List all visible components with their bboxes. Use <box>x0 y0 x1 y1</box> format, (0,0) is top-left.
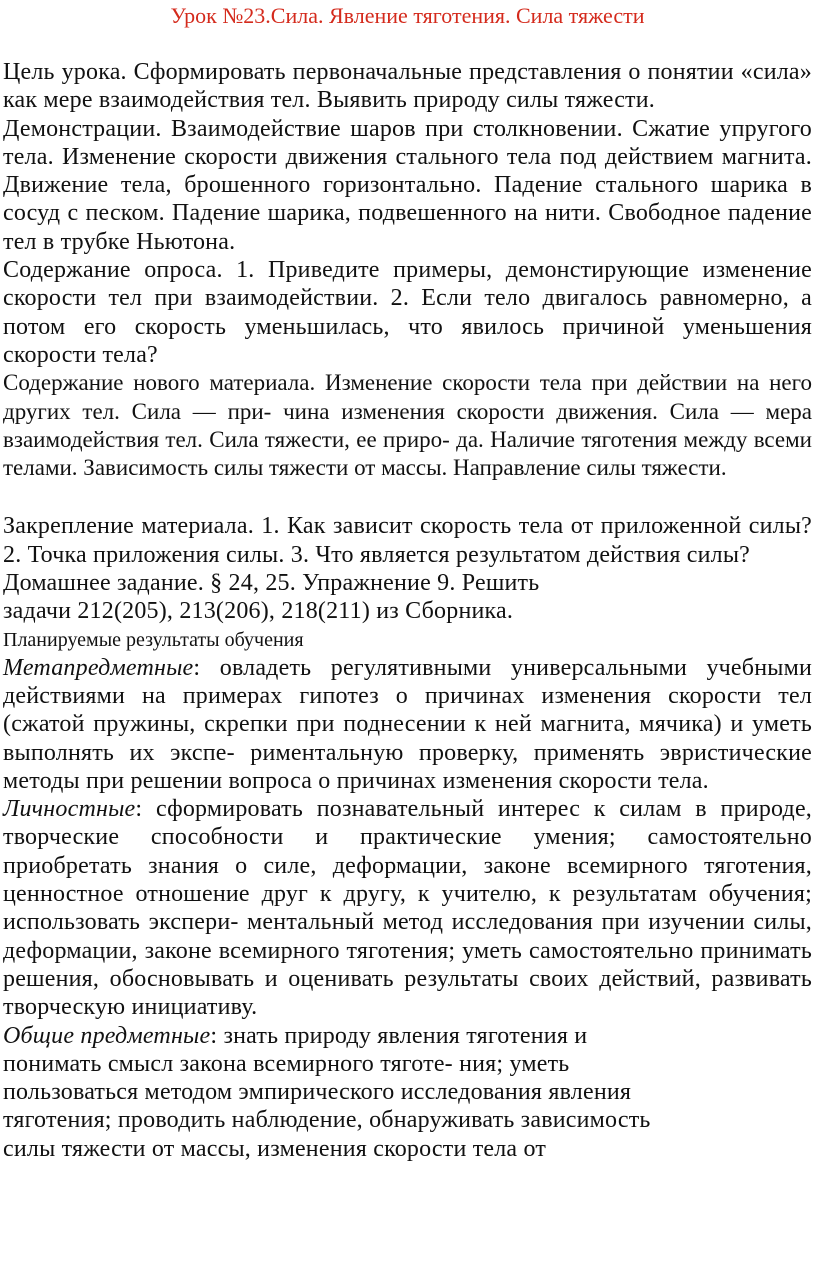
demonstrations: Демонстрации. Взаимодействие шаров при столкновении. Сжатие упругого тела. Изменение скорости движения стального тела под действием магнита. Движение тела, брошенного горизонтально. Падение стального шарика в сосуд с песком. Падение шарика, подвешенного на нити. Свободное падение тел в трубке Ньютона. <box>3 115 812 255</box>
general-results-line-3: пользоваться методом эмпирического исследования явления <box>3 1079 632 1106</box>
homework-line-1: Домашнее задание. § 24, 25. Упражнение 9. Решить <box>3 570 540 597</box>
personal-text: : сформировать познавательный интерес к силам в природе, творческие способности и практические умения; самостоятельно приобретать знания о силе, деформации, законе всемирного тяготения, ценностное отношение друг к другу, к учителю, к результатам обучения; использовать экспери- ментальный метод исследования при изучении силы, деформации, законе всемирного тяготения; уметь самостоятельно принимать решения, обосновывать и оценивать результаты своих действий, развивать творческую инициативу. <box>3 796 812 1021</box>
consolidation: Закрепление материала. 1. Как зависит скорость тела от приложенной силы? 2. Точка приложения силы. 3. Что является результатом действия силы? <box>3 513 812 568</box>
lesson-title: Урок №23.Сила. Явление тяготения. Сила тяжести <box>170 3 645 28</box>
general-label: Общие предметные <box>3 1022 211 1049</box>
general-results-line-5: силы тяжести от массы, изменения скорости тела от <box>3 1135 547 1162</box>
lesson-goal: Цель урока. Сформировать первоначальные представления о понятии «сила» как мере взаимодействия тел. Выявить природу силы тяжести. <box>3 59 812 114</box>
general-results-line-1 <box>3 1022 812 1050</box>
homework-line-2: задачи 212(205), 213(206), 218(211) из Сборника. <box>3 598 514 625</box>
new-material: Содержание нового материала. Изменение скорости тела при действии на него других тел. Сила — при- чина изменения скорости движения. Сила — мера взаимодействия тел. Сила тяжести, ее приро- да. Наличие тяготения между всеми телами. Зависимость силы тяжести от массы. Направление силы тяжести. <box>3 370 812 481</box>
metasubject-text: : овладеть регулятивными универсальными учебными действиями на примерах гипотез о причинах изменения скорости тел (сжатой пружины, скрепки при поднесении к ней магнита, мячика) и уметь выполнять их экспе- риментальную проверку, применять эвристические методы при решении вопроса о причинах изменения скорости тела. <box>3 654 812 794</box>
general-results-line-2: понимать смысл закона всемирного тяготе- ния; уметь <box>3 1050 570 1077</box>
spacer <box>3 482 812 512</box>
metasubject-label: Метапредметные <box>3 654 194 681</box>
personal-label: Личностные <box>3 796 136 823</box>
results-heading: Планируемые результаты обучения <box>3 628 304 651</box>
general-text-1: : знать природу явления тяготения и <box>210 1022 588 1049</box>
spacer <box>3 30 812 58</box>
general-results-line-4: тяготения; проводить наблюдение, обнаруживать зависимость <box>3 1107 651 1134</box>
metasubject-results <box>3 654 812 795</box>
survey-content: Содержание опроса. 1. Приведите примеры, демонстирующие изменение скорости тел при взаимодействии. 2. Если тело двигалось равномерно, а потом его скорость уменьшилась, что явилось причиной уменьшения скорости тела? <box>3 257 812 368</box>
personal-results <box>3 795 812 1021</box>
